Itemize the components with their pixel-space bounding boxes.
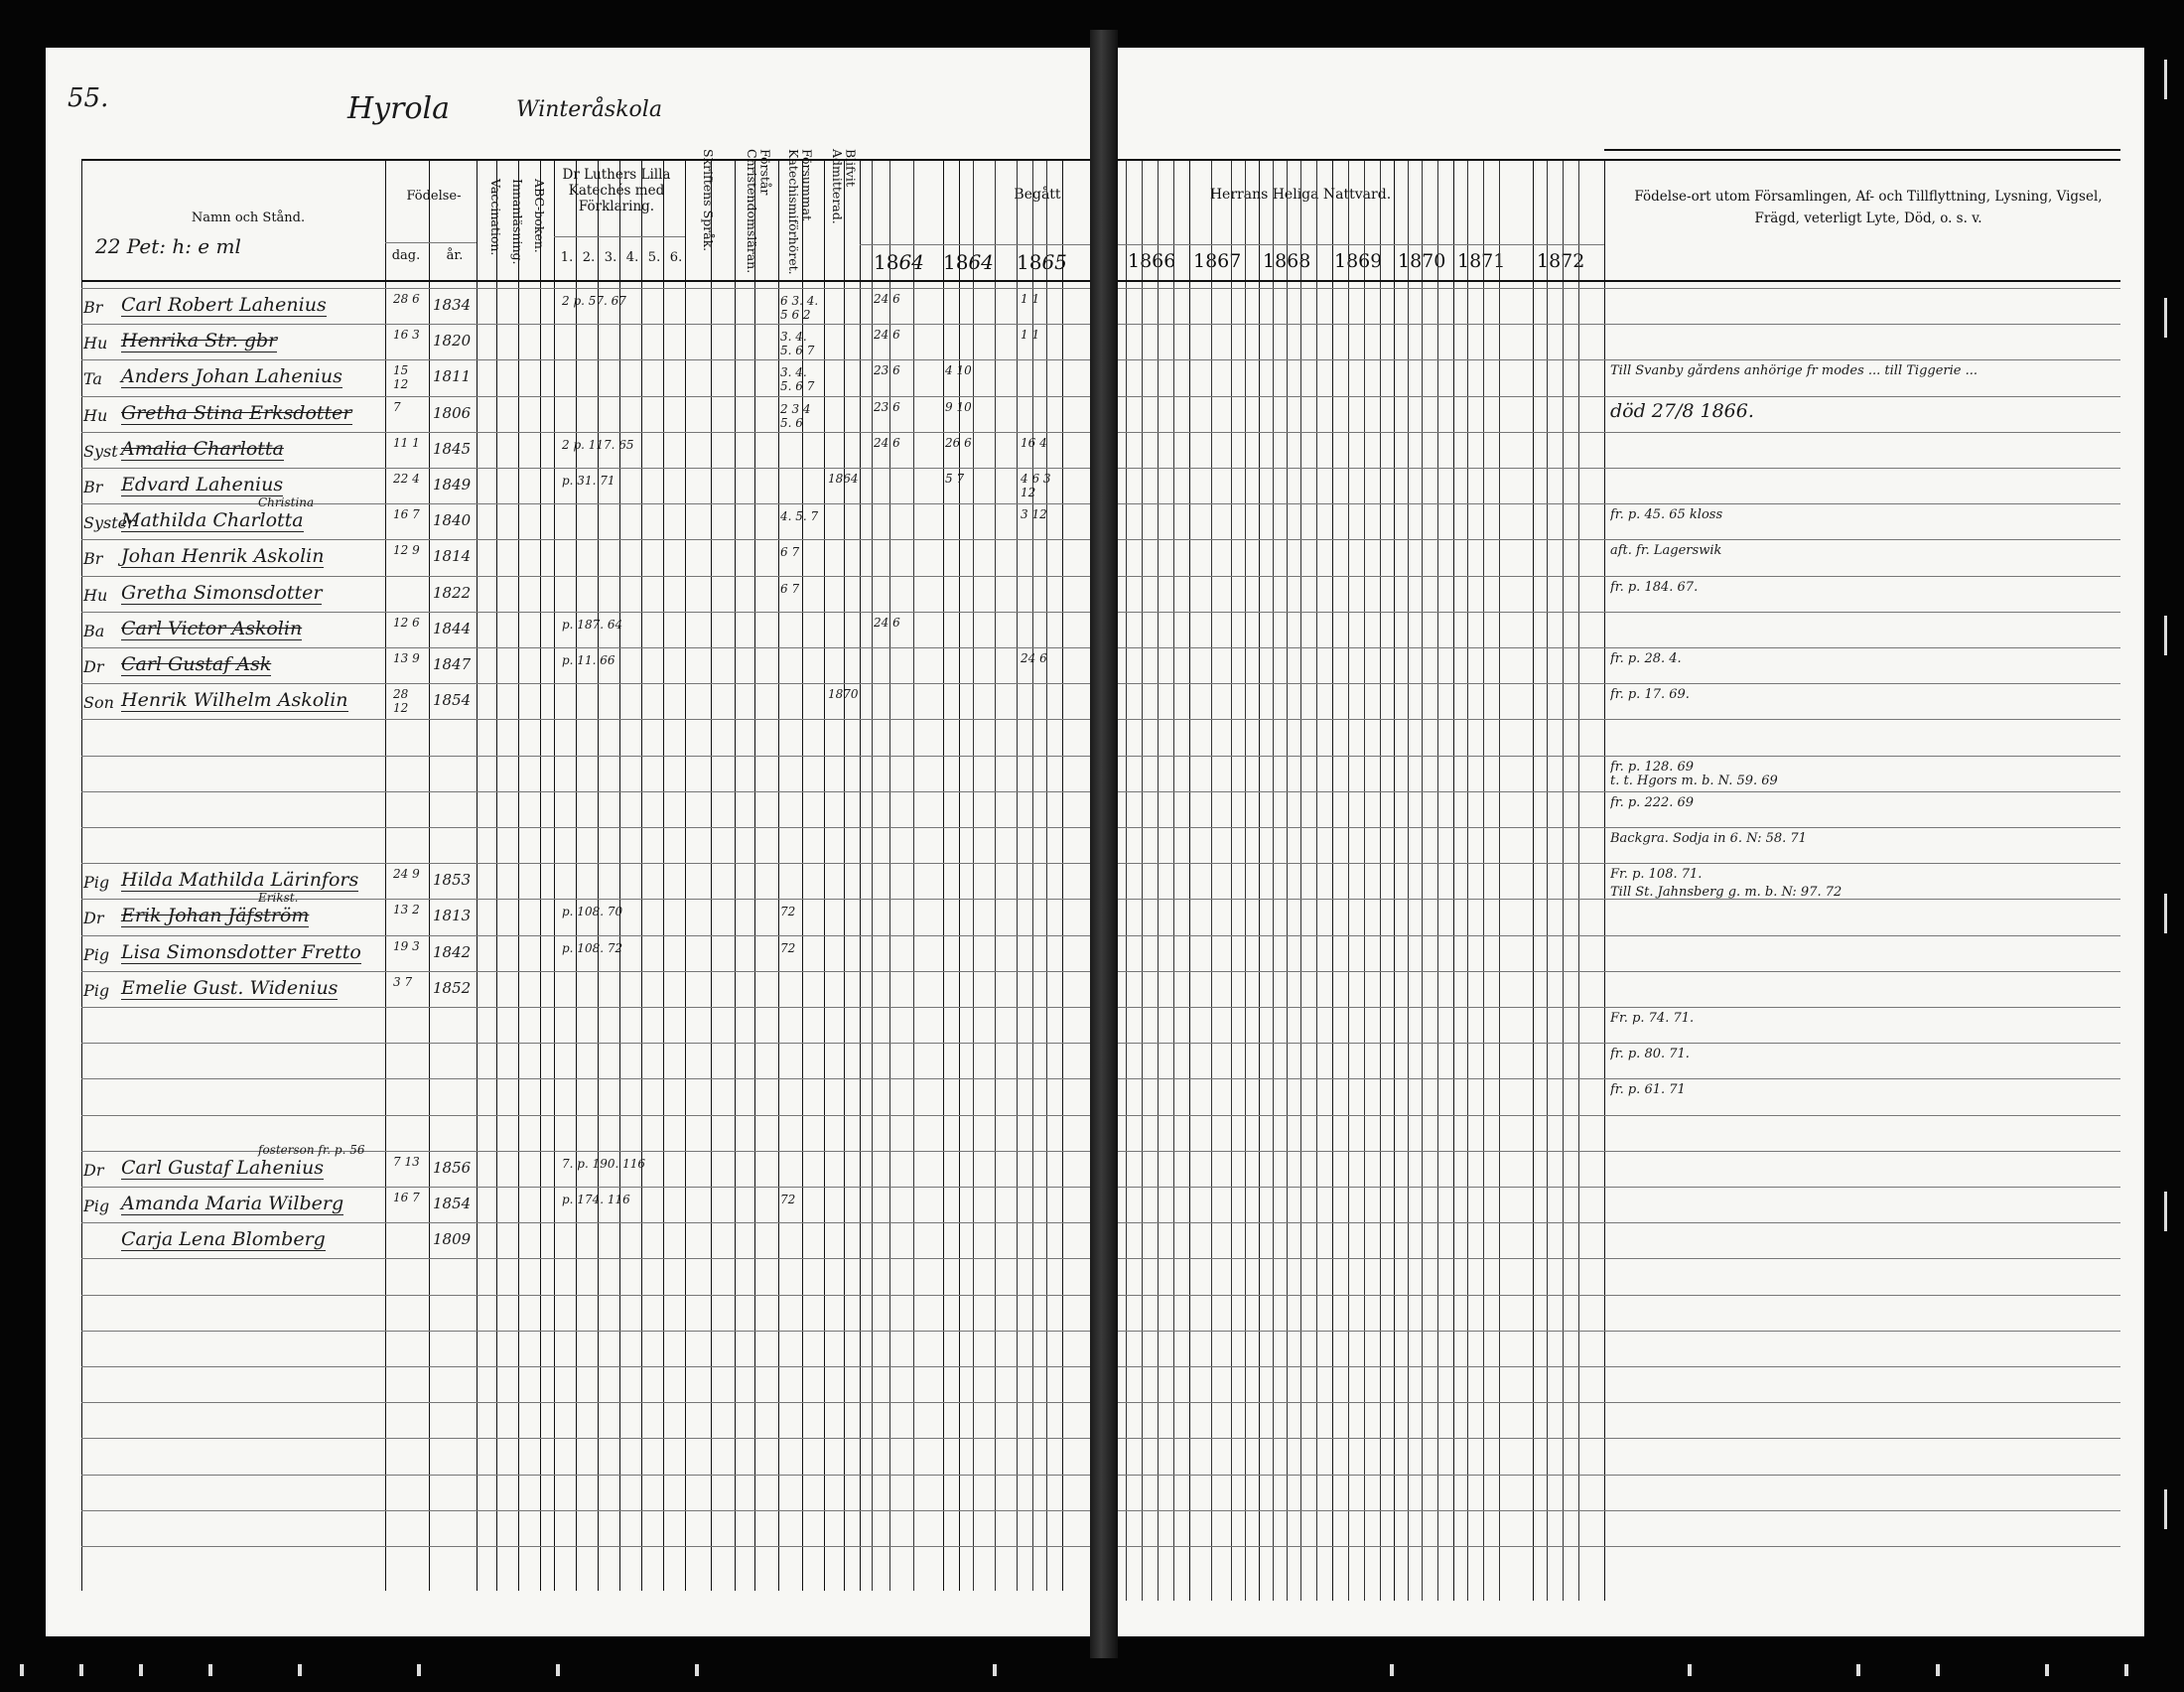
- row-birth-day: 7: [393, 400, 401, 414]
- row-begatt-entry: 1 1: [1021, 292, 1040, 306]
- row-birth-day: 19 3: [393, 939, 420, 953]
- row-rule: [1118, 1078, 2120, 1079]
- film-edge-mark: [20, 1664, 24, 1676]
- row-name-annotation: Erikst.: [258, 891, 299, 905]
- row-name: Amalia Charlotta: [121, 438, 284, 460]
- row-role: Hu: [83, 406, 108, 425]
- row-birth-day: 28 6: [393, 292, 420, 306]
- row-begatt-entry: 24 6: [1021, 651, 1047, 665]
- header-name: Namn och Stånd.: [191, 211, 306, 225]
- row-rule: [81, 1366, 1090, 1367]
- row-birth-day: 12 9: [393, 543, 420, 557]
- register-row: [0, 495, 2184, 539]
- row-catechism: 7. p. 190. 116: [562, 1157, 646, 1171]
- film-edge-mark: [1390, 1664, 1394, 1676]
- film-edge-mark: [993, 1664, 997, 1676]
- row-name: Erik Johan Jäfström: [121, 905, 310, 926]
- row-rule: [81, 1438, 1090, 1439]
- row-confirmation: 72: [780, 1193, 796, 1206]
- row-rule: [81, 1331, 1090, 1332]
- remark-entry: fr. p. 222. 69: [1610, 795, 1695, 810]
- row-birth-year: 1854: [433, 1195, 472, 1212]
- row-name: Emelie Gust. Widenius: [121, 977, 339, 999]
- row-role: Br: [83, 549, 103, 568]
- communion-year-label: 1868: [1263, 250, 1311, 272]
- register-row: [0, 576, 2184, 612]
- left-page: [46, 48, 1090, 1636]
- row-name: Carja Lena Blomberg: [121, 1228, 326, 1250]
- film-edge-mark: [208, 1664, 212, 1676]
- remark-entry: fr. p. 17. 69.: [1610, 687, 1690, 702]
- remark-entry: fr. p. 128. 69: [1610, 760, 1695, 775]
- remark-entry: fr. p. 184. 67.: [1610, 580, 1699, 595]
- row-rule: [1118, 1475, 2120, 1476]
- header-rule: [1118, 244, 1604, 245]
- row-birth-year: 1809: [433, 1230, 472, 1248]
- film-edge-mark: [2164, 616, 2167, 655]
- film-edge-mark: [298, 1664, 302, 1676]
- register-row: [0, 539, 2184, 575]
- catechism-col-label: 1.: [560, 250, 574, 265]
- row-catechism: p. 108. 70: [562, 905, 623, 918]
- header-confirmation: Försummat Katechismiförhöret.: [785, 149, 815, 275]
- row-birth-year: 1856: [433, 1159, 472, 1177]
- film-edge-mark: [1856, 1664, 1860, 1676]
- row-rule: [81, 1546, 1090, 1547]
- film-edge-mark: [79, 1664, 83, 1676]
- row-name: Anders Johan Lahenius: [121, 365, 342, 387]
- row-birth-year: 1854: [433, 691, 472, 709]
- header-catechism: Dr Luthers Lilla Katechés med Förklaring.: [562, 167, 671, 215]
- row-birth-year: 1834: [433, 296, 472, 314]
- row-birth-day: 3 7: [393, 975, 413, 989]
- header-bottom-rule: [81, 280, 1090, 282]
- catechism-col-label: 5.: [647, 250, 661, 265]
- header-rule: [385, 242, 477, 243]
- row-begatt-entry: 1 1: [1021, 328, 1040, 342]
- row-birth-day: 24 9: [393, 867, 420, 881]
- row-confirmation: 6 7: [780, 582, 800, 596]
- header-birth: Födelse-: [406, 189, 462, 204]
- row-birth-year: 1840: [433, 511, 472, 529]
- row-name: Gretha Simonsdotter: [121, 582, 323, 604]
- row-begatt-entry: 5 7: [945, 472, 965, 486]
- register-row: [0, 612, 2184, 647]
- remark-entry: fr. p. 61. 71: [1610, 1082, 1686, 1097]
- place-name: Hyrola: [347, 91, 450, 126]
- header-abc: ABC-boken.: [531, 179, 547, 253]
- row-birth-day: 16 3: [393, 328, 420, 342]
- remark-entry: fr. p. 80. 71.: [1610, 1047, 1690, 1061]
- remarks-top-rule: [1604, 149, 2120, 151]
- film-edge-mark: [1936, 1664, 1940, 1676]
- row-name-annotation: fosterson fr. p. 56: [258, 1143, 365, 1157]
- remark-entry: fr. p. 28. 4.: [1610, 651, 1682, 666]
- film-edge-mark: [139, 1664, 143, 1676]
- row-rule: [1118, 791, 2120, 792]
- film-edge-mark: [2164, 298, 2167, 338]
- register-row: [0, 647, 2184, 683]
- row-catechism: p. 11. 66: [562, 653, 615, 667]
- row-birth-day: 22 4: [393, 472, 420, 486]
- row-begatt-entry: 23 6: [874, 363, 900, 377]
- row-begatt-entry: 24 6: [874, 292, 900, 306]
- film-edge-mark: [2045, 1664, 2049, 1676]
- row-rule: [1118, 1402, 2120, 1403]
- row-confirmation: 4. 5. 7: [780, 509, 819, 523]
- row-admitted: 1870: [828, 687, 859, 701]
- remark-entry: Fr. p. 74. 71.: [1610, 1011, 1695, 1026]
- film-edge-mark: [1688, 1664, 1692, 1676]
- catechism-col-label: 4.: [625, 250, 639, 265]
- header-scripture: Skriftens Språk.: [700, 149, 716, 252]
- communion-year-label: 1872: [1537, 250, 1585, 272]
- communion-year-label: 1866: [1128, 250, 1176, 272]
- register-row: [0, 1143, 2184, 1187]
- communion-year-label: 1869: [1334, 250, 1383, 272]
- row-name: Carl Victor Askolin: [121, 618, 303, 639]
- row-name: Amanda Maria Wilberg: [121, 1193, 344, 1214]
- row-begatt-entry: 3 12: [1021, 507, 1047, 521]
- row-name: Henrika Str. gbr: [121, 330, 278, 352]
- row-birth-year: 1806: [433, 404, 472, 422]
- remark-entry: Till St. Jahnsberg g. m. b. N: 97. 72: [1610, 885, 1843, 900]
- begatt-year-label: 1864: [874, 250, 924, 274]
- row-rule: [1118, 1295, 2120, 1296]
- row-role: Br: [83, 298, 103, 317]
- row-rule: [1118, 1546, 2120, 1547]
- row-name: Mathilda Charlotta: [121, 509, 304, 531]
- film-edge-mark: [2164, 894, 2167, 933]
- catechism-col-label: 6.: [669, 250, 683, 265]
- header-reading: Innanläsning.: [509, 179, 525, 265]
- row-birth-year: 1852: [433, 979, 472, 997]
- film-edge-mark: [2124, 1664, 2128, 1676]
- row-role: Hu: [83, 586, 108, 605]
- row-role: Dr: [83, 909, 104, 927]
- row-name: Henrik Wilhelm Askolin: [121, 689, 348, 711]
- row-rule: [1118, 1331, 2120, 1332]
- register-row: [0, 683, 2184, 719]
- row-rule: [1118, 1438, 2120, 1439]
- row-role: Syst: [83, 442, 118, 461]
- film-edge-mark: [417, 1664, 421, 1676]
- register-row: [0, 324, 2184, 359]
- row-name: Lisa Simonsdotter Fretto: [121, 941, 361, 963]
- row-rule: [81, 1475, 1090, 1476]
- remark-entry: Till Svanby gårdens anhörige fr modes ... till Tiggerie ...: [1610, 363, 1979, 378]
- row-birth-day: 16 7: [393, 507, 420, 521]
- header-birth-year: år.: [446, 248, 464, 263]
- row-birth-year: 1853: [433, 871, 472, 889]
- row-rule: [81, 1510, 1090, 1511]
- top-rule: [81, 159, 1090, 161]
- register-row: [0, 288, 2184, 324]
- begatt-year-label: 1864: [943, 250, 994, 274]
- row-name: Carl Robert Lahenius: [121, 294, 327, 316]
- register-row: [0, 1222, 2184, 1258]
- row-catechism: p. 174. 116: [562, 1193, 630, 1206]
- film-edge-mark: [2164, 60, 2167, 99]
- row-birth-day: 16 7: [393, 1191, 420, 1204]
- header-communion: Herrans Heliga Nattvard.: [1209, 187, 1392, 203]
- film-edge-mark: [556, 1664, 560, 1676]
- row-confirmation: 6 3. 4. 5 6 2: [780, 294, 819, 323]
- header-rule: [554, 236, 685, 237]
- row-rule: [81, 1043, 1090, 1044]
- register-row: [0, 432, 2184, 468]
- row-name: Carl Gustaf Lahenius: [121, 1157, 324, 1179]
- row-confirmation: 3. 4. 5. 6 7: [780, 330, 815, 358]
- row-confirmation: 2 3 4 5. 6: [780, 402, 811, 431]
- row-confirmation: 72: [780, 941, 796, 955]
- communion-year-label: 1867: [1193, 250, 1242, 272]
- catechism-col-label: 2.: [582, 250, 596, 265]
- row-role: Pig: [83, 1197, 110, 1215]
- row-birth-year: 1813: [433, 907, 472, 924]
- row-rule: [1118, 1510, 2120, 1511]
- row-begatt-entry: 4 10: [945, 363, 972, 377]
- row-role: Son: [83, 693, 114, 712]
- row-rule: [81, 1115, 1090, 1116]
- header-admitted: Blifvit Admitterad.: [829, 149, 859, 224]
- row-begatt-entry: 4 6 3 12: [1021, 472, 1051, 500]
- row-catechism: p. 31. 71: [562, 474, 615, 488]
- communion-year-label: 1870: [1398, 250, 1446, 272]
- row-rule: [81, 1402, 1090, 1403]
- row-rule: [1118, 827, 2120, 828]
- row-name-annotation: Christina: [258, 495, 315, 509]
- row-name: Johan Henrik Askolin: [121, 545, 325, 567]
- register-row: [0, 863, 2184, 899]
- row-name: Edvard Lahenius: [121, 474, 284, 495]
- row-catechism: 2 p. 117. 65: [562, 438, 634, 452]
- row-birth-year: 1849: [433, 476, 472, 494]
- row-birth-day: 7 13: [393, 1155, 420, 1169]
- row-birth-day: 11 1: [393, 436, 420, 450]
- row-begatt-entry: 16 4: [1021, 436, 1047, 450]
- film-edge-mark: [2164, 1192, 2167, 1231]
- remark-entry: Fr. p. 108. 71.: [1610, 867, 1703, 882]
- row-role: Dr: [83, 1161, 104, 1180]
- row-rule: [81, 827, 1090, 828]
- row-role: Pig: [83, 945, 110, 964]
- remark-entry: t. t. Hgors m. b. N. 59. 69: [1610, 774, 1778, 788]
- row-role: Dr: [83, 657, 104, 676]
- row-begatt-entry: 24 6: [874, 436, 900, 450]
- row-birth-year: 1844: [433, 620, 472, 637]
- header-begatt: Begått: [1014, 187, 1061, 203]
- row-rule: [81, 1295, 1090, 1296]
- house-note: 22 Pet: h: e ml: [95, 234, 241, 258]
- row-role: Br: [83, 478, 103, 496]
- catechism-col-label: 3.: [604, 250, 617, 265]
- top-rule: [1118, 159, 2120, 161]
- row-confirmation: 3. 4. 5. 6 7: [780, 365, 815, 394]
- row-birth-year: 1811: [433, 367, 472, 385]
- header-christian: Förstår Christendomsläran.: [744, 149, 773, 274]
- row-begatt-entry: 23 6: [874, 400, 900, 414]
- place-note: Winteråskola: [516, 97, 662, 122]
- row-begatt-entry: 9 10: [945, 400, 972, 414]
- row-begatt-entry: 24 6: [874, 328, 900, 342]
- row-birth-day: 15 12: [393, 363, 409, 392]
- row-name: Gretha Stina Erksdotter: [121, 402, 352, 424]
- row-birth-year: 1842: [433, 943, 472, 961]
- begatt-year-label: 1865: [1017, 250, 1067, 274]
- row-birth-day: 13 2: [393, 903, 420, 916]
- remark-entry: död 27/8 1866.: [1610, 400, 1754, 422]
- row-birth-day: 28 12: [393, 687, 409, 716]
- row-birth-year: 1845: [433, 440, 472, 458]
- remark-entry: Backgra. Sodja in 6. N: 58. 71: [1610, 831, 1807, 846]
- register-row: [0, 468, 2184, 503]
- row-begatt-entry: 26 6: [945, 436, 972, 450]
- row-begatt-entry: 24 6: [874, 616, 900, 630]
- row-role: Ba: [83, 622, 105, 640]
- row-rule: [1118, 1366, 2120, 1367]
- row-birth-year: 1822: [433, 584, 472, 602]
- header-bottom-rule: [1118, 280, 2120, 282]
- film-edge-mark: [695, 1664, 699, 1676]
- row-role: Pig: [83, 981, 110, 1000]
- row-confirmation: 72: [780, 905, 796, 918]
- row-rule: [1118, 1115, 2120, 1116]
- row-catechism: 2 p. 57. 67: [562, 294, 626, 308]
- header-vaccination: Vaccination.: [487, 179, 503, 256]
- row-admitted: 1864: [828, 472, 859, 486]
- row-rule: [81, 1078, 1090, 1079]
- register-row: [0, 396, 2184, 432]
- book-spine: [1090, 30, 1118, 1658]
- page-number: 55.: [68, 83, 109, 113]
- row-birth-year: 1814: [433, 547, 472, 565]
- row-confirmation: 6 7: [780, 545, 800, 559]
- row-role: Ta: [83, 369, 102, 388]
- register-row: [0, 971, 2184, 1007]
- row-role: Pig: [83, 873, 110, 892]
- row-birth-day: 13 9: [393, 651, 420, 665]
- row-role: Syster: [83, 513, 135, 532]
- row-rule: [81, 756, 1090, 757]
- row-birth-year: 1847: [433, 655, 472, 673]
- row-rule: [1118, 756, 2120, 757]
- row-rule: [1118, 1043, 2120, 1044]
- remark-entry: aft. fr. Lagerswik: [1610, 543, 1722, 558]
- row-name: Carl Gustaf Ask: [121, 653, 272, 675]
- register-row: [0, 1187, 2184, 1222]
- row-rule: [81, 791, 1090, 792]
- header-remarks: Födelse-ort utom Församlingen, Af- och Tillflyttning, Lysning, Vigsel, Frägd, veterligt Lyte, Död, o. s. v.: [1634, 189, 2103, 226]
- row-catechism: p. 108. 72: [562, 941, 623, 955]
- remark-entry: fr. p. 45. 65 kloss: [1610, 507, 1723, 522]
- row-name: Hilda Mathilda Lärinfors: [121, 869, 359, 891]
- film-edge-mark: [2164, 1489, 2167, 1529]
- row-catechism: p. 187. 64: [562, 618, 623, 632]
- row-role: Hu: [83, 334, 108, 352]
- row-birth-day: 12 6: [393, 616, 420, 630]
- header-birth-day: dag.: [391, 248, 421, 263]
- header-rule: [860, 244, 1090, 245]
- register-row: [0, 935, 2184, 971]
- communion-year-label: 1871: [1457, 250, 1506, 272]
- row-birth-year: 1820: [433, 332, 472, 350]
